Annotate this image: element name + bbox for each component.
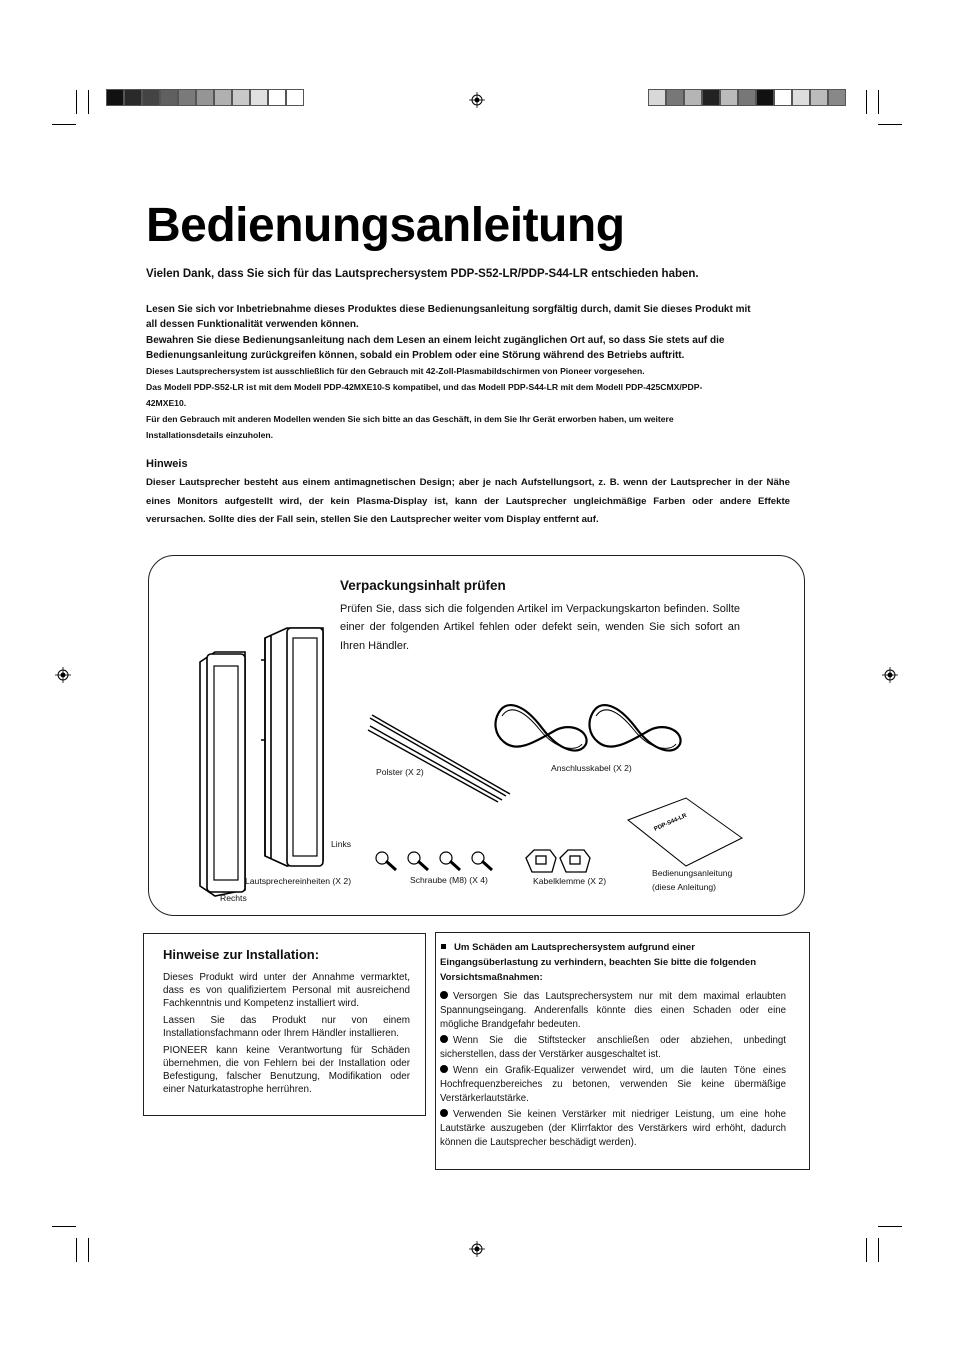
color-swatch <box>792 89 810 106</box>
registration-mark-icon <box>55 667 71 683</box>
label-rechts: Rechts <box>220 893 247 903</box>
crop-mark <box>52 1226 76 1227</box>
color-swatch <box>214 89 232 106</box>
hinweis-text: Dieser Lautsprecher besteht aus einem antimagnetischen Design; aber je nach Aufstellungsort, z. B. wenn der Lautsprecher in der Nähe eines Monitors aufgestellt wird, der kein Plasma-Display ist, kann der Lautsprecher ungleichmäßige Farben oder andere Effekte verursachen. Sollte dies der Fall sein, stellen Sie den Lautsprecher weiter vom Display entfernt auf. <box>146 477 790 525</box>
color-swatch <box>648 89 666 106</box>
crop-mark <box>866 90 867 114</box>
color-swatch <box>774 89 792 106</box>
crop-mark <box>866 1238 867 1262</box>
warning-item: Wenn Sie die Stiftstecker anschließen oder abziehen, unbedingt sicherstellen, dass der Verstärker ausgeschaltet ist. <box>440 1035 786 1060</box>
warning-item: Versorgen Sie das Lautsprechersystem nur mit dem maximal erlaubten Spannungseingang. Anderenfalls könnte dies einen Schaden oder eine mögliche Brandgefahr bedeuten. <box>440 991 786 1030</box>
label-clamp: Kabelklemme (X 2) <box>533 876 607 886</box>
color-swatch <box>286 89 304 106</box>
color-swatch <box>720 89 738 106</box>
note-line: Das Modell PDP-S52-LR ist mit dem Modell PDP-42MXE10-S kompatibel, und das Modell PDP-S44-LR mit dem Modell PDP-425CMX/PDP- <box>146 382 703 392</box>
manual-illustration <box>626 796 746 868</box>
color-swatch <box>232 89 250 106</box>
registration-mark-icon <box>882 667 898 683</box>
label-links: Links <box>331 839 352 849</box>
color-swatch <box>160 89 178 106</box>
crop-mark <box>88 90 89 114</box>
label-screw: Schraube (M8) (X 4) <box>410 875 488 885</box>
note-line: Dieses Lautsprechersystem ist ausschließlich für den Gebrauch mit 42-Zoll-Plasmabildschirmen von Pioneer vorgesehen. <box>146 366 645 376</box>
page-title: Bedienungsanleitung <box>146 199 625 252</box>
bullet-icon <box>440 1065 448 1073</box>
color-swatch <box>142 89 160 106</box>
warning-item: Verwenden Sie keinen Verstärker mit niedriger Leistung, um eine hohe Lautstärke auszugeben (der Klirrfaktor des Verstärkers wird erhöht, dadurch können die Lautsprecher beschädigt werden). <box>440 1109 786 1148</box>
square-bullet-icon <box>441 944 446 949</box>
paragraph-line: Lesen Sie sich vor Inbetriebnahme dieses Produktes diese Bedienungsanleitung sorgfältig durch, damit Sie dieses Produkt mit <box>146 304 751 315</box>
crop-mark <box>76 1238 77 1262</box>
color-swatch <box>196 89 214 106</box>
warning-item: Wenn ein Grafik-Equalizer verwendet wird, um die lauten Töne eines Hochfrequenzbereiches zu betonen, verwenden Sie keine übermäßige Verstärkerlautstärke. <box>440 1065 786 1104</box>
speaker-units-illustration <box>195 620 335 900</box>
crop-mark <box>878 1238 879 1262</box>
color-swatch <box>684 89 702 106</box>
color-swatch <box>178 89 196 106</box>
connection-cables-illustration <box>494 700 686 762</box>
registration-mark-icon <box>469 1241 485 1257</box>
color-swatch <box>666 89 684 106</box>
screws-illustration <box>372 848 502 876</box>
crop-mark <box>878 1226 902 1227</box>
package-title: Verpackungsinhalt prüfen <box>340 578 506 593</box>
label-manual-sub: (diese Anleitung) <box>652 882 717 892</box>
crop-mark <box>878 124 902 125</box>
intro-text: Vielen Dank, dass Sie sich für das Lautsprechersystem PDP-S52-LR/PDP-S44-LR entschieden haben. <box>146 268 699 280</box>
installation-paragraph: PIONEER kann keine Verantwortung für Schäden übernehmen, die von Fehlern bei der Installation oder Befestigung, falscher Benutzung, Modifikation oder einer Naturkatastrophe herrühren. <box>163 1045 410 1095</box>
installation-title: Hinweise zur Installation: <box>163 947 320 962</box>
paragraph-line: Bedienungsanleitung zurückgreifen können, sobald ein Problem oder eine Störung während des Betriebs auftritt. <box>146 350 685 361</box>
manual-cover-label: PDP-S44-LR <box>653 812 688 833</box>
paragraph-line: all dessen Funktionalität verwenden können. <box>146 319 359 330</box>
label-cable: Anschlusskabel (X 2) <box>551 763 632 773</box>
note-line: Für den Gebrauch mit anderen Modellen wenden Sie sich bitte an das Geschäft, in dem Sie Ihr Gerät erworben haben, um weitere <box>146 414 674 424</box>
color-bar-left <box>106 89 304 106</box>
installation-paragraph: Dieses Produkt wird unter der Annahme vermarktet, dass es von qualifiziertem Personal mit ausreichend Fachkenntnis und Kompetenz installiert wird. <box>163 972 410 1009</box>
package-text: Prüfen Sie, dass sich die folgenden Artikel im Verpackungskarton befinden. Sollte einer der folgenden Artikel fehlen oder defekt sein, wenden Sie sich sofort an Ihren Händler. <box>340 603 740 652</box>
label-speakers: Lautsprechereinheiten (X 2) <box>245 876 352 886</box>
bullet-icon <box>440 1035 448 1043</box>
bullet-icon <box>440 1109 448 1117</box>
paragraph-line: Bewahren Sie diese Bedienungsanleitung nach dem Lesen an einem leicht zugänglichen Ort auf, so dass Sie stets auf die <box>146 335 725 346</box>
installation-paragraph: Lassen Sie das Produkt nur von einem Installationsfachmann oder Ihrem Händler installieren. <box>163 1015 410 1039</box>
color-swatch <box>250 89 268 106</box>
color-swatch <box>738 89 756 106</box>
color-swatch <box>268 89 286 106</box>
label-polster: Polster (X 2) <box>376 767 424 777</box>
color-swatch <box>702 89 720 106</box>
color-swatch <box>106 89 124 106</box>
crop-mark <box>52 124 76 125</box>
note-line: Installationsdetails einzuholen. <box>146 430 274 440</box>
label-manual: Bedienungsanleitung <box>652 868 733 878</box>
warnings-heading: Um Schäden am Lautsprechersystem aufgrund einer Eingangsüberlastung zu verhindern, beachten Sie bitte die folgenden Vorsichtsmaßnahmen: <box>440 942 757 983</box>
color-swatch <box>124 89 142 106</box>
note-line: 42MXE10. <box>146 398 187 408</box>
hinweis-heading: Hinweis <box>146 458 188 470</box>
crop-mark <box>878 90 879 114</box>
registration-mark-icon <box>469 92 485 108</box>
color-bar-right <box>648 89 846 106</box>
bullet-icon <box>440 991 448 999</box>
crop-mark <box>88 1238 89 1262</box>
cable-clamps-illustration <box>524 846 594 876</box>
color-swatch <box>756 89 774 106</box>
crop-mark <box>76 90 77 114</box>
color-swatch <box>810 89 828 106</box>
color-swatch <box>828 89 846 106</box>
